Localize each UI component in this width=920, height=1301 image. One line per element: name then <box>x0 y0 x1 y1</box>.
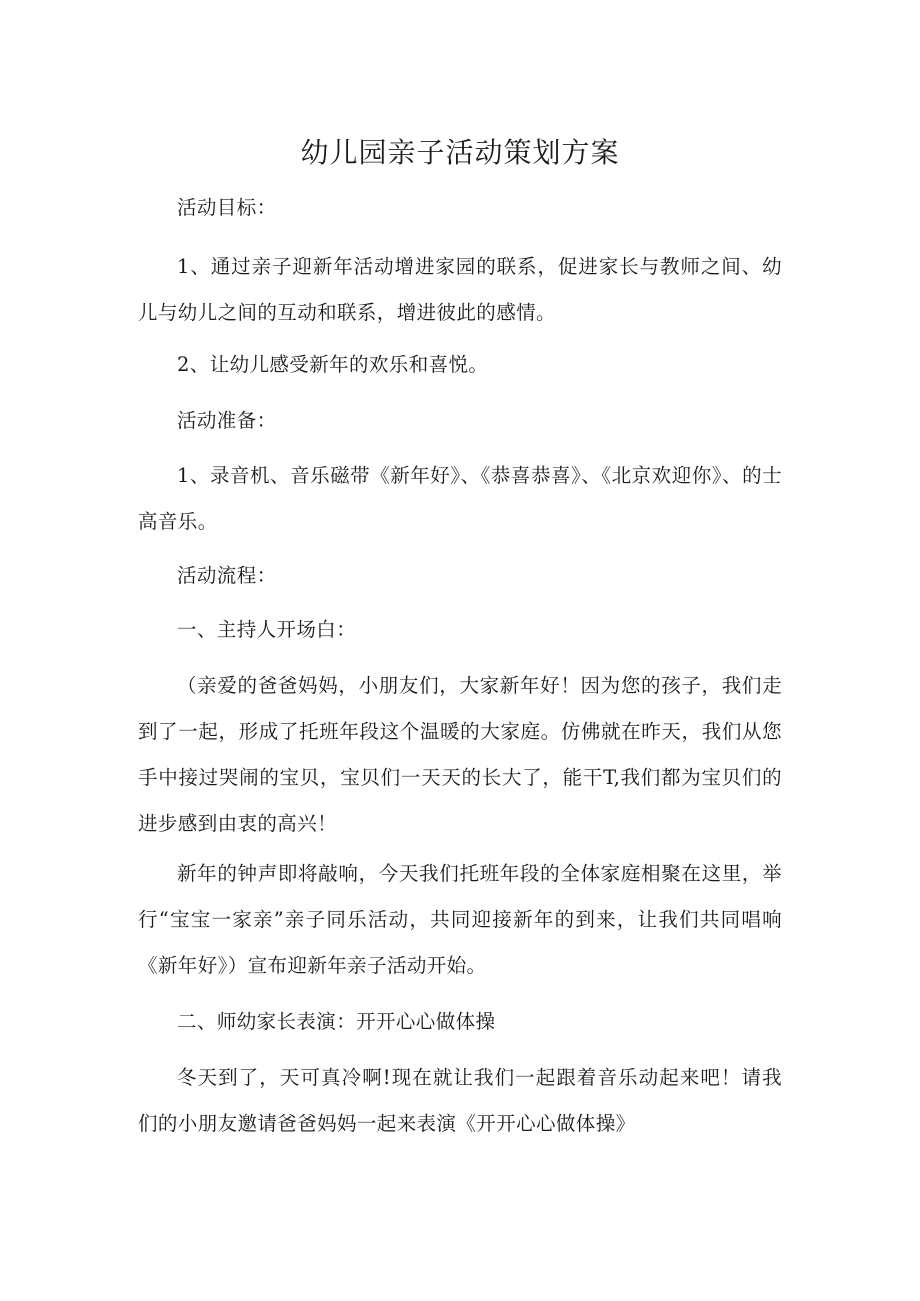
preparation-item-1: 1、录音机、音乐磁带《新年好》、《恭喜恭喜》、《北京欢迎你》、的士高音乐。 <box>138 464 782 533</box>
new-year-announcement: 新年的钟声即将敲响，今天我们托班年段的全体家庭相聚在这里，举行“宝宝一家亲”亲子同乐活动，共同迎接新年的到来，让我们共同唱响《新年好》）宣布迎新年亲子活动开始。 <box>138 862 782 977</box>
section-performance: 二、师幼家长表演：开开心心做体操 <box>177 1010 496 1033</box>
host-opening-speech: （亲爱的爸爸妈妈，小朋友们，大家新年好！因为您的孩子，我们走到了一起，形成了托班年段这个温暖的大家庭。仿佛就在昨天，我们从您手中接过哭闹的宝贝，宝贝们一天天的长大了，能干T,我们都为宝贝们的进步感到由衷的高兴！ <box>138 674 782 835</box>
heading-activity-process: 活动流程： <box>177 564 277 587</box>
goal-item-1: 1、通过亲子迎新年活动增进家园的联系，促进家长与教师之间、幼儿与幼儿之间的互动和联系，增进彼此的感情。 <box>138 255 782 324</box>
performance-description: 冬天到了，天可真冷啊!现在就让我们一起跟着音乐动起来吧！请我们的小朋友邀请爸爸妈妈一起来表演《开开心心做体操》 <box>138 1066 782 1135</box>
heading-activity-preparation: 活动准备： <box>177 409 277 432</box>
document-title: 幼儿园亲子活动策划方案 <box>300 136 620 169</box>
section-host-opening: 一、主持人开场白： <box>177 618 357 641</box>
goal-item-2: 2、让幼儿感受新年的欢乐和喜悦。 <box>177 353 489 376</box>
heading-activity-goals: 活动目标： <box>177 196 277 219</box>
